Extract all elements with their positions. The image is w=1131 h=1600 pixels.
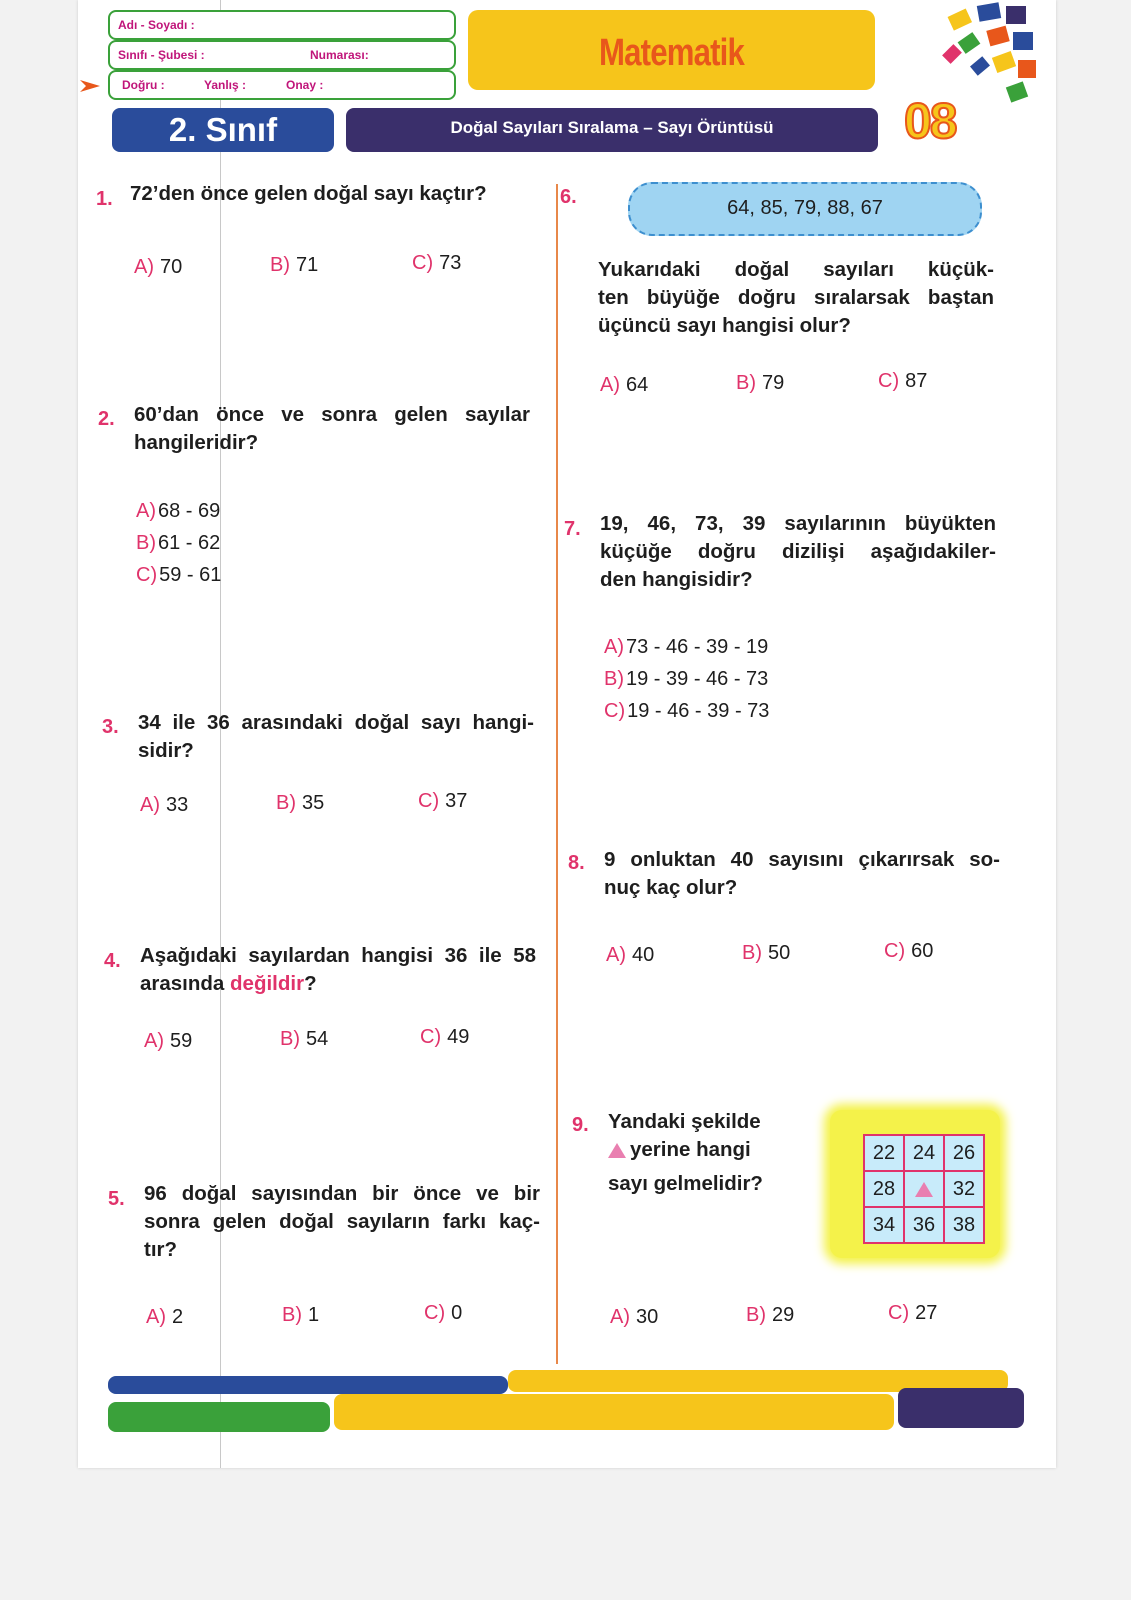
triangle-icon <box>608 1143 626 1158</box>
question-2-option-a[interactable]: A) 68 - 69 <box>136 500 221 522</box>
question-2-number: 2. <box>98 408 115 430</box>
question-7-option-a[interactable]: A) 73 - 46 - 39 - 19 <box>604 636 769 658</box>
question-3-number: 3. <box>102 716 119 738</box>
question-4-option-b[interactable]: B) 54 <box>280 1028 329 1050</box>
name-field[interactable] <box>108 10 456 40</box>
arrow-icon <box>78 74 108 98</box>
question-7-option-b[interactable]: B) 19 - 39 - 46 - 73 <box>604 668 769 690</box>
question-9-option-a[interactable]: A) 30 <box>610 1306 659 1328</box>
question-7-option-c[interactable]: C) 19 - 46 - 39 - 73 <box>604 700 770 722</box>
question-6-text <box>598 256 994 340</box>
question-5-option-a[interactable]: A) 2 <box>146 1306 184 1328</box>
question-9-option-b[interactable]: B) 29 <box>746 1304 795 1326</box>
question-4-number: 4. <box>104 950 121 972</box>
grid-cell: 26 <box>944 1135 984 1171</box>
question-6-number: 6. <box>560 186 577 208</box>
number-label: Numarası: <box>310 48 369 62</box>
number-grid <box>863 1134 985 1244</box>
question-8-text-line2: nuç kaç olur? <box>604 876 738 899</box>
question-2-option-c[interactable]: C) 59 - 61 <box>136 564 222 586</box>
question-3-option-b[interactable]: B) 35 <box>276 792 325 814</box>
number-cloud: 64, 85, 79, 88, 67 <box>628 182 982 236</box>
question-8-number: 8. <box>568 852 585 874</box>
question-5-text-line1: 96 doğal sayısından bir önce ve bir <box>144 1182 540 1205</box>
question-5-option-b[interactable]: B) 1 <box>282 1304 320 1326</box>
question-7-text-line1: 19, 46, 73, 39 sayılarının büyükten <box>600 512 996 535</box>
grid-cell: 36 <box>904 1207 944 1243</box>
footer-bar-purple <box>898 1388 1024 1428</box>
question-9-text-line1: Yandaki şekilde <box>608 1110 761 1133</box>
grid-cell-missing <box>904 1171 944 1207</box>
question-1-option-a[interactable]: A) 70 <box>134 256 183 278</box>
question-2-text: 60’dan önce ve sonra gelen sayılar hangileridir? <box>134 403 530 454</box>
question-1-number: 1. <box>96 188 113 210</box>
subject-title: Matematik <box>598 32 745 74</box>
question-1-option-c[interactable]: C) 73 <box>412 252 462 274</box>
question-5-text <box>144 1180 540 1264</box>
question-7-text-line3: den hangisidir? <box>600 568 753 591</box>
question-4-emphasis: değildir <box>230 972 305 995</box>
question-9-text-line3: sayı gelmelidir? <box>608 1172 763 1195</box>
grid-cell: 32 <box>944 1171 984 1207</box>
class-field[interactable] <box>108 40 456 70</box>
question-9-number: 9. <box>572 1114 589 1136</box>
question-5-option-c[interactable]: C) 0 <box>424 1302 463 1324</box>
question-7-number: 7. <box>564 518 581 540</box>
question-5-text-line2: sonra gelen doğal sayıların farkı kaç- <box>144 1210 540 1233</box>
question-3-option-c[interactable]: C) 37 <box>418 790 468 812</box>
question-6-option-c[interactable]: C) 87 <box>878 370 928 392</box>
question-6-option-a[interactable]: A) 64 <box>600 374 649 396</box>
grid-cell: 34 <box>864 1207 904 1243</box>
question-1-text: 72’den önce gelen doğal sayı kaçtır? <box>130 182 487 205</box>
question-4-option-a[interactable]: A) 59 <box>144 1030 193 1052</box>
question-4-text-end: ? <box>304 972 317 995</box>
question-6-option-b[interactable]: B) 79 <box>736 372 785 394</box>
question-5-number: 5. <box>108 1188 125 1210</box>
column-divider <box>556 184 558 1364</box>
grid-cell: 24 <box>904 1135 944 1171</box>
question-4-text-main: Aşağıdaki sayılardan hangisi 36 ile 58 arasında <box>140 944 536 995</box>
grade-badge: 2. Sınıf <box>112 108 334 152</box>
grid-cell: 28 <box>864 1171 904 1207</box>
footer-bar-yellow <box>334 1394 894 1430</box>
question-8-option-a[interactable]: A) 40 <box>606 944 655 966</box>
question-1-option-b[interactable]: B) 71 <box>270 254 319 276</box>
question-4-option-c[interactable]: C) 49 <box>420 1026 470 1048</box>
topic-bar: Doğal Sayıları Sıralama – Sayı Örüntüsü <box>346 108 878 152</box>
question-3-option-a[interactable]: A) 33 <box>140 794 189 816</box>
question-6-text-line3: üçüncü sayı hangisi olur? <box>598 314 851 337</box>
question-4-text <box>140 942 536 998</box>
grid-cell: 38 <box>944 1207 984 1243</box>
question-6-text-line2: ten büyüğe doğru sıralarsak baştan <box>598 286 994 309</box>
question-2-option-b[interactable]: B) 61 - 62 <box>136 532 221 554</box>
question-3-text <box>138 709 534 765</box>
wrong-label: Yanlış : <box>204 78 247 92</box>
question-6-text-line1: Yukarıdaki doğal sayıları küçük- <box>598 258 994 281</box>
correct-label: Doğru : <box>122 78 165 92</box>
subject-banner <box>468 10 875 90</box>
question-8-option-b[interactable]: B) 50 <box>742 942 791 964</box>
question-9-text-line2: yerine hangi <box>630 1138 751 1161</box>
question-9-option-c[interactable]: C) 27 <box>888 1302 938 1324</box>
question-8-option-c[interactable]: C) 60 <box>884 940 934 962</box>
class-label: Sınıfı - Şubesi : <box>118 48 205 62</box>
question-9-text <box>608 1108 828 1198</box>
name-label: Adı - Soyadı : <box>118 18 195 32</box>
grid-cell: 22 <box>864 1135 904 1171</box>
worksheet-page <box>78 0 1056 1468</box>
footer-bar-blue <box>108 1376 508 1394</box>
footer-bar-green <box>108 1402 330 1432</box>
question-8-text-line1: 9 onluktan 40 sayısını çıkarırsak so- <box>604 848 1000 871</box>
triangle-icon <box>915 1182 933 1197</box>
question-5-text-line3: tır? <box>144 1238 178 1261</box>
test-number: 08 <box>904 93 956 149</box>
question-3-text-line2: sidir? <box>138 739 194 762</box>
question-8-text <box>604 846 1000 902</box>
question-9-text-line2-wrap <box>608 1136 828 1164</box>
approval-label: Onay : <box>286 78 324 92</box>
question-7-text <box>600 510 996 594</box>
question-3-text-line1: 34 ile 36 arasındaki doğal sayı hangi- <box>138 711 534 734</box>
score-field[interactable] <box>108 70 456 100</box>
question-7-text-line2: küçüğe doğru dizilişi aşağıdakiler- <box>600 540 996 563</box>
